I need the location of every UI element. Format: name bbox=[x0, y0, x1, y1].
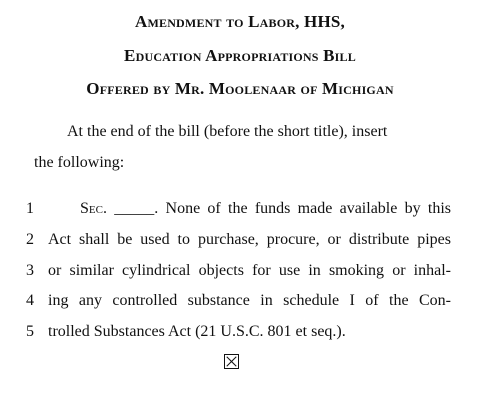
body-line-text: _____. None of the funds made available by this bbox=[106, 200, 451, 217]
body-line-2: Act shall be used to purchase, procure, or distribute pipes bbox=[48, 231, 451, 248]
body-line-1 bbox=[80, 199, 451, 219]
intro-line-1: At the end of the bill (before the short title), insert bbox=[67, 123, 388, 140]
line-number: 3 bbox=[26, 262, 34, 279]
line-number: 1 bbox=[26, 200, 34, 217]
heading-line-2: Education Appropriations Bill bbox=[124, 46, 356, 65]
boxed-x-icon bbox=[224, 354, 239, 369]
section-label: Sec. bbox=[80, 200, 107, 217]
heading-line-3: Offered by Mr. Moolenaar of Michigan bbox=[86, 79, 394, 98]
body-line-5: trolled Substances Act (21 U.S.C. 801 et seq.). bbox=[48, 323, 346, 340]
intro-line-2: the following: bbox=[34, 154, 125, 171]
heading-line-1: Amendment to Labor, HHS, bbox=[134, 12, 346, 31]
body-line-3: or similar cylindrical objects for use in smoking or inhal- bbox=[48, 262, 451, 279]
line-number: 4 bbox=[26, 292, 34, 309]
line-number: 2 bbox=[26, 231, 34, 248]
body-line-4: ing any controlled substance in schedule I of the Con- bbox=[48, 292, 451, 309]
line-number: 5 bbox=[26, 323, 34, 340]
